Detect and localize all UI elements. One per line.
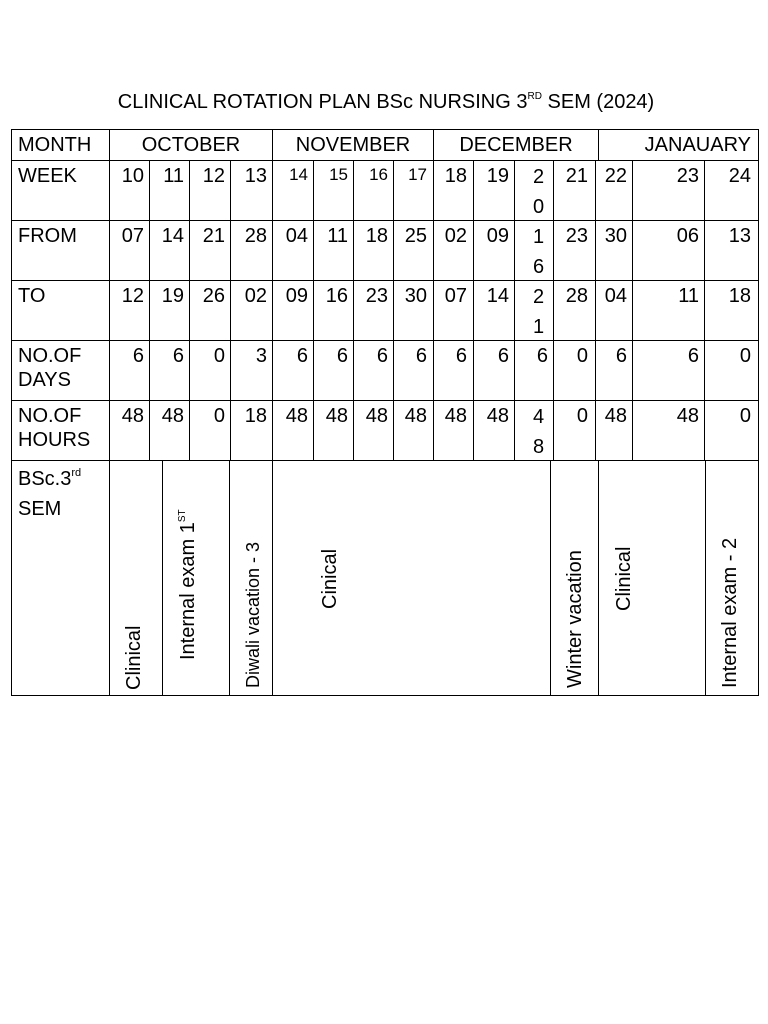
table-cell: 06	[676, 225, 699, 247]
table-cell: 48	[486, 405, 509, 427]
table-cell: 0	[213, 345, 225, 367]
table-cell: 6	[455, 345, 467, 367]
table-cell: 19	[161, 285, 184, 307]
table-cell: 30	[604, 225, 627, 247]
activity-cinical: Cinical	[319, 548, 341, 609]
activity-diwali-vacation: Diwali vacation - 3	[243, 541, 263, 688]
table-cell: 15	[329, 165, 348, 184]
table-cell: 07	[121, 225, 144, 247]
table-cell: 24	[728, 165, 751, 187]
table-cell: 19	[486, 165, 509, 187]
table-cell: 6	[376, 345, 388, 367]
table-cell: 16	[325, 285, 348, 307]
row-label-hours: NO.OF HOURS	[18, 405, 91, 451]
table-cell: 48	[604, 405, 627, 427]
table-cell: 13	[728, 225, 751, 247]
table-cell: 48	[121, 405, 144, 427]
table-cell: 18	[728, 285, 751, 307]
month-november: NOVEMBER	[295, 134, 411, 156]
table-cell: 21	[533, 286, 545, 338]
table-cell: 10	[121, 165, 144, 187]
table-cell: 26	[202, 285, 225, 307]
table-cell: 6	[336, 345, 348, 367]
table-cell: 25	[404, 225, 427, 247]
table-cell: 6	[536, 345, 548, 367]
table-cell: 48	[404, 405, 427, 427]
page-title: CLINICAL ROTATION PLAN BSc NURSING 3RD SEM (2024)	[117, 91, 655, 113]
table-cell: 18	[244, 405, 267, 427]
table-cell: 14	[161, 225, 184, 247]
row-label-from: FROM	[18, 225, 77, 247]
table-cell: 14	[486, 285, 509, 307]
table-cell: 48	[365, 405, 388, 427]
month-december: DECEMBER	[459, 134, 573, 156]
table-cell: 6	[687, 345, 699, 367]
table-cell: 20	[533, 166, 545, 218]
table-cell: 09	[285, 285, 308, 307]
table-cell: 3	[255, 345, 267, 367]
table-cell: 02	[244, 285, 267, 307]
table-cell: 6	[132, 345, 144, 367]
table-cell: 48	[676, 405, 699, 427]
table-cell: 09	[486, 225, 509, 247]
table-cell: 6	[497, 345, 509, 367]
table-cell: 30	[404, 285, 427, 307]
activity-clinical-1: Clinical	[123, 625, 145, 690]
table-cell: 12	[202, 165, 225, 187]
table-cell: 0	[576, 345, 588, 367]
activity-winter-vacation: Winter vacation	[564, 550, 586, 688]
table-cell: 12	[121, 285, 144, 307]
table-cell: 0	[739, 405, 751, 427]
table-cell: 07	[444, 285, 467, 307]
row-label-to: TO	[18, 285, 46, 307]
row-label-days: NO.OF DAYS	[18, 345, 82, 391]
row-label-week: WEEK	[18, 165, 77, 187]
activity-clinical-2: Clinical	[613, 546, 635, 611]
table-cell: 21	[565, 165, 588, 187]
table-cell: 16	[369, 165, 388, 184]
table-cell: 0	[739, 345, 751, 367]
table-cell: 6	[172, 345, 184, 367]
table-cell: 48	[161, 405, 184, 427]
table-cell: 04	[285, 225, 308, 247]
table-cell: 18	[444, 165, 467, 187]
month-january: JANAUARY	[644, 134, 751, 156]
table-cell: 48	[444, 405, 467, 427]
table-cell: 18	[365, 225, 388, 247]
table-cell: 6	[615, 345, 627, 367]
table-cell: 11	[678, 285, 699, 307]
table-cell: 11	[163, 165, 184, 187]
table-cell: 48	[533, 406, 545, 458]
table-cell: 48	[285, 405, 308, 427]
table-cell: 14	[289, 165, 308, 184]
activity-internal-exam-1: Internal exam 1ST	[177, 509, 199, 660]
activity-internal-exam-2: Internal exam - 2	[719, 537, 741, 688]
table-cell: 28	[565, 285, 588, 307]
table-cell: 48	[325, 405, 348, 427]
table-cell: 23	[365, 285, 388, 307]
month-october: OCTOBER	[141, 134, 241, 156]
month-header: MONTH	[18, 134, 92, 156]
table-cell: 23	[676, 165, 699, 187]
table-cell: 16	[533, 226, 545, 278]
table-cell: 0	[576, 405, 588, 427]
table-cell: 6	[415, 345, 427, 367]
table-cell: 6	[296, 345, 308, 367]
table-cell: 21	[202, 225, 225, 247]
table-cell: 02	[444, 225, 467, 247]
table-cell: 13	[244, 165, 267, 187]
table-cell: 28	[244, 225, 267, 247]
table-cell: 17	[408, 165, 427, 184]
sem-label: BSc.3rd SEM	[18, 467, 82, 520]
table-cell: 11	[327, 225, 348, 247]
table-cell: 23	[565, 225, 588, 247]
table-cell: 0	[213, 405, 225, 427]
table-cell: 04	[604, 285, 627, 307]
table-cell: 22	[604, 165, 627, 187]
